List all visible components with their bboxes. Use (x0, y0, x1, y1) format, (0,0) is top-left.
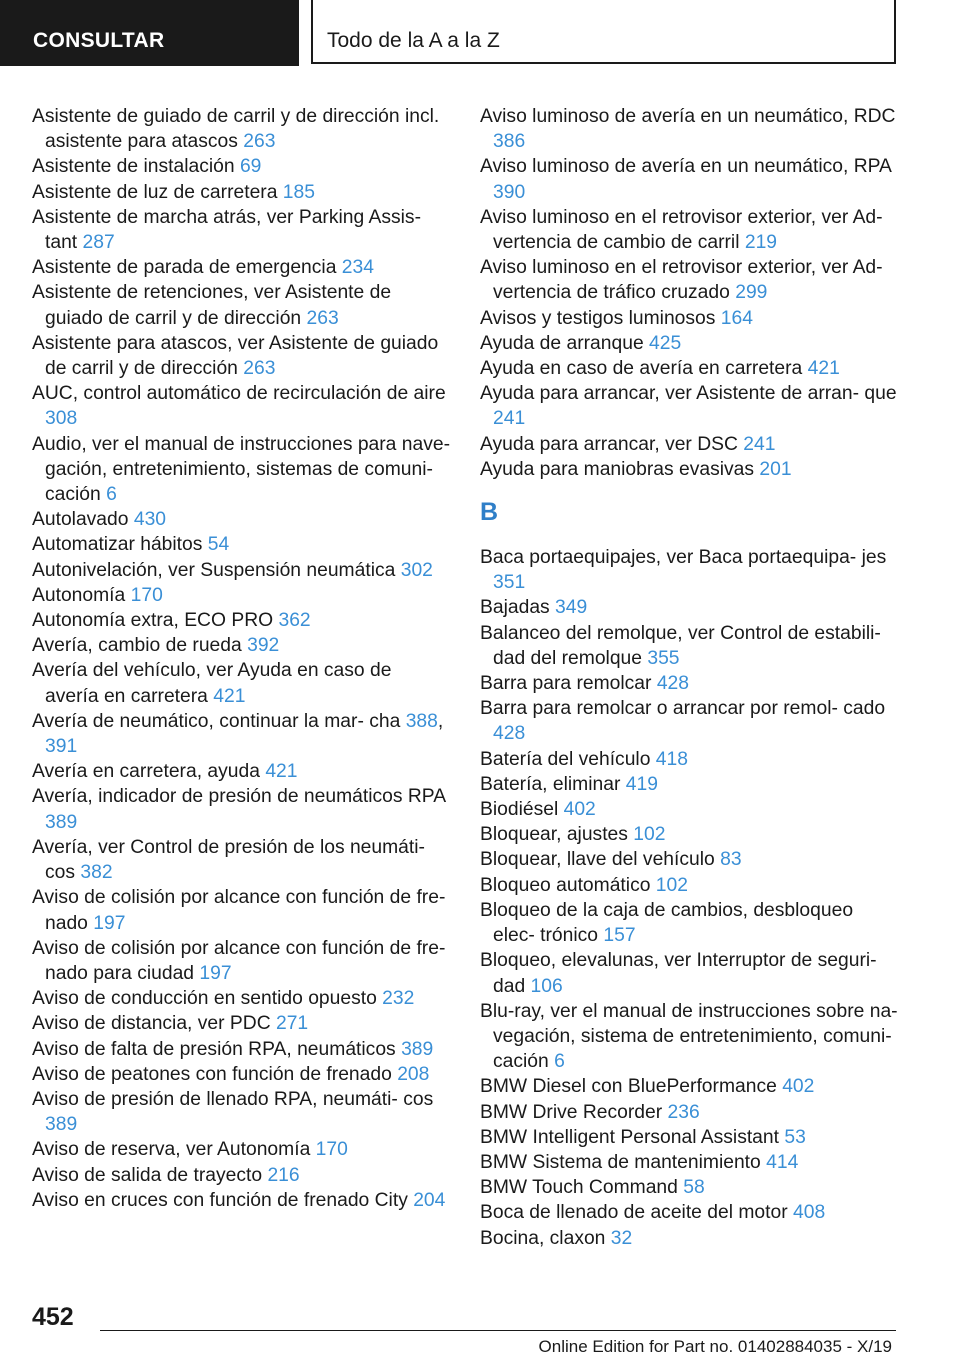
page-reference-link[interactable]: 208 (397, 1063, 430, 1085)
index-entry (480, 432, 900, 457)
page-reference-link[interactable]: 402 (782, 1076, 815, 1098)
chapter-title: Todo de la A a la Z (311, 0, 896, 64)
index-entry (32, 658, 450, 708)
index-entry (32, 936, 450, 986)
index-entry-text: Avería de neumático, continuar la mar- cha (32, 710, 401, 732)
index-entry-text: Avería en carretera, ayuda (32, 761, 260, 783)
index-entry-text: Boca de llenado de aceite del motor (480, 1202, 788, 1224)
index-entry-text: Aviso de distancia, ver PDC (32, 1013, 271, 1035)
page-reference-link[interactable]: 83 (720, 849, 742, 871)
index-entry-text: Aviso de presión de llenado RPA, neumáti- cos (32, 1088, 434, 1110)
index-entry-text: BMW Intelligent Personal Assistant (480, 1126, 779, 1148)
index-entry-text: Aviso de falta de presión RPA, neumáticos (32, 1038, 396, 1060)
index-entry (32, 331, 450, 381)
page-reference-link[interactable]: 362 (278, 610, 311, 632)
page-reference-link[interactable]: 263 (243, 131, 276, 153)
page-reference-link[interactable]: 232 (382, 988, 415, 1010)
index-entry (480, 154, 900, 204)
page-reference-link[interactable]: 6 (106, 484, 117, 506)
page-reference-link[interactable]: 53 (784, 1126, 806, 1148)
page-reference-link[interactable]: 54 (207, 534, 230, 556)
page-reference-link[interactable]: 197 (93, 912, 126, 934)
index-entry-text: Aviso de colisión por alcance con función de fre- nado para ciudad (32, 937, 446, 984)
index-entry (480, 797, 900, 822)
footer-edition-text: Online Edition for Part no. 01402884035 - X/19 (538, 1337, 892, 1356)
page-reference-link[interactable]: 263 (243, 358, 276, 380)
page-reference-link[interactable]: 157 (603, 925, 636, 947)
index-entry (480, 1226, 900, 1251)
index-entry: Avería de neumático, continuar la mar- cha 388, 391 (32, 710, 444, 758)
index-entry-text: Autonomía extra, ECO PRO (32, 610, 274, 632)
index-entry (480, 104, 900, 154)
index-column-right (480, 104, 900, 1251)
page-header (0, 0, 960, 66)
index-entry (480, 1175, 900, 1200)
footer-divider (100, 1330, 896, 1331)
page-reference-link[interactable]: 425 (649, 332, 682, 354)
index-group-b (480, 545, 900, 1251)
index-entry (32, 1188, 450, 1213)
index-entry-text: Batería, eliminar (480, 773, 621, 795)
index-entry-text: Bajadas (480, 597, 550, 619)
index-entry (32, 1062, 450, 1087)
index-entry-text: Aviso de salida de trayecto (32, 1164, 263, 1186)
page-reference-link[interactable]: 414 (766, 1151, 799, 1173)
page-reference-link[interactable]: 185 (282, 181, 315, 203)
index-entry-text: Avería, cambio de rueda (32, 635, 242, 657)
section-letter-heading: B (480, 498, 499, 527)
index-entry (32, 558, 450, 583)
page-reference-link[interactable]: 355 (647, 647, 680, 669)
index-entry (32, 1037, 450, 1062)
page-reference-link[interactable]: 392 (247, 635, 280, 657)
index-entry-text: Bloqueo, elevalunas, ver Interruptor de seguri- dad (480, 950, 877, 997)
page-reference-link[interactable]: 391 (45, 736, 78, 758)
page-reference-link[interactable]: 388 (405, 710, 438, 732)
index-entry-text: Autonomía (32, 584, 126, 606)
page-reference-link[interactable]: 170 (130, 584, 163, 606)
page-reference-link[interactable]: 390 (493, 181, 526, 203)
index-entry (480, 847, 900, 872)
index-entry-text: Bocina, claxon (480, 1227, 606, 1249)
index-entry-text: Avisos y testigos luminosos (480, 307, 716, 329)
index-entry-text: Automatizar hábitos (32, 534, 203, 556)
page-reference-link[interactable]: 351 (493, 572, 526, 594)
index-entry-text: Aviso luminoso en el retrovisor exterior, ver Ad- vertencia de cambio de carril (480, 206, 883, 254)
index-entry-text: Autonivelación, ver Suspensión neumática (32, 559, 396, 581)
index-entry-text: Avería del vehículo, ver Ayuda en caso de avería en carretera (32, 660, 392, 707)
page-reference-link[interactable]: 386 (493, 131, 526, 153)
page-reference-link[interactable]: 6 (554, 1051, 565, 1073)
page-reference-link[interactable]: 382 (80, 862, 113, 884)
page-reference-link[interactable]: 421 (213, 685, 246, 707)
page-reference-link[interactable]: 241 (743, 433, 776, 455)
index-entry (32, 532, 450, 557)
index-entry-text: AUC, control automático de recirculación de aire (32, 383, 446, 405)
index-entry-text: BMW Diesel con BluePerformance (480, 1076, 777, 1098)
index-entry (32, 608, 450, 633)
index-entry (480, 822, 900, 847)
page-reference-link[interactable]: 421 (807, 358, 840, 380)
page-reference-link[interactable]: 236 (667, 1101, 700, 1123)
index-entry (480, 1200, 900, 1225)
index-entry (480, 1074, 900, 1099)
index-entry-text: Audio, ver el manual de instrucciones para nave- gación, entretenimiento, sistemas de comuni- cación (32, 433, 450, 506)
index-entry-text: Aviso luminoso en el retrovisor exterior, ver Ad- vertencia de tráfico cruzado (480, 257, 883, 304)
index-entry-text: BMW Touch Command (480, 1177, 678, 1199)
index-entry-text: Aviso de reserva, ver Autonomía (32, 1139, 311, 1161)
page-reference-link[interactable]: 418 (655, 748, 688, 770)
index-entry-text: Aviso de conducción en sentido opuesto (32, 988, 377, 1010)
index-group-a (480, 104, 900, 482)
index-entry (480, 999, 900, 1075)
index-entry-text: Autolavado (32, 509, 129, 531)
page-reference-link[interactable]: 421 (265, 761, 298, 783)
index-entry (32, 180, 450, 205)
index-entry (480, 621, 900, 671)
index-entry-text: Ayuda de arranque (480, 332, 644, 354)
page-reference-link[interactable]: 349 (555, 597, 588, 619)
page-reference-link[interactable]: 271 (275, 1013, 309, 1035)
index-entry (480, 381, 900, 431)
page-reference-link[interactable]: 241 (493, 408, 526, 430)
index-entry-text: Asistente de luz de carretera (32, 181, 278, 203)
index-entry (480, 1125, 900, 1150)
page-number: 452 (32, 1303, 74, 1331)
index-entry-text: Bloqueo de la caja de cambios, desbloqueo elec- trónico (480, 899, 854, 947)
index-entry (480, 356, 900, 381)
index-entry (480, 255, 900, 305)
index-entry (480, 457, 900, 482)
page-reference-link[interactable]: 302 (400, 559, 433, 581)
page-reference-link[interactable]: 106 (530, 975, 563, 997)
index-entry-text: Ayuda en caso de avería en carretera (480, 358, 803, 380)
index-entry (32, 784, 450, 834)
index-entry (32, 280, 450, 330)
index-entry-text: Ayuda para maniobras evasivas (480, 458, 755, 480)
page-reference-link[interactable]: 234 (341, 257, 374, 279)
page-reference-link[interactable]: 164 (720, 307, 753, 329)
page-reference-link[interactable]: 389 (401, 1038, 434, 1060)
index-entry (32, 986, 450, 1011)
index-entry-text: Ayuda para arrancar, ver Asistente de arran- que (480, 383, 897, 405)
index-entry (32, 1087, 450, 1137)
section-tab: CONSULTAR (0, 0, 299, 66)
index-entry (480, 873, 900, 898)
index-entry (480, 1100, 900, 1125)
index-entry-text: BMW Sistema de mantenimiento (480, 1151, 761, 1173)
index-entry-text: Asistente de retenciones, ver Asistente de guiado de carril y de dirección (32, 282, 392, 329)
index-entry-text: Avería, indicador de presión de neumáticos RPA (32, 786, 446, 808)
index-entry-text: Aviso en cruces con función de frenado City (32, 1189, 408, 1211)
index-entry (480, 306, 900, 331)
page-reference-link[interactable]: 69 (239, 156, 262, 178)
page-reference-link[interactable]: 219 (744, 232, 778, 254)
index-entry (32, 835, 450, 885)
index-entry-text: Bloquear, ajustes (480, 824, 628, 846)
index-entry (32, 1137, 450, 1162)
page-reference-link[interactable]: 201 (759, 458, 792, 480)
page-reference-link[interactable]: 102 (633, 824, 666, 846)
index-entry-text: Bloqueo automático (480, 874, 651, 896)
index-entry (480, 1150, 900, 1175)
index-entry (480, 545, 900, 595)
page-reference-link[interactable]: 263 (306, 307, 339, 329)
index-entry-text: Asistente de instalación (32, 156, 235, 178)
index-entry-text: Batería del vehículo (480, 748, 651, 770)
page-reference-link[interactable]: 197 (199, 962, 232, 984)
index-entry-text: Aviso de peatones con función de frenado (32, 1063, 392, 1085)
index-entry-text: Ayuda para arrancar, ver DSC (480, 433, 738, 455)
index-entry-text: Aviso luminoso de avería en un neumático, RPA (480, 156, 891, 178)
page-reference-link[interactable]: 216 (267, 1164, 300, 1186)
index-entry (480, 898, 900, 948)
index-entry (32, 154, 450, 179)
page-reference-link[interactable]: 402 (563, 799, 596, 821)
page-reference-link[interactable]: 389 (45, 1114, 78, 1136)
index-entry (480, 671, 900, 696)
index-entry (32, 633, 450, 658)
index-entry (480, 331, 900, 356)
index-entry-text: Biodiésel (480, 799, 559, 821)
index-entry (32, 583, 450, 608)
index-entry (32, 104, 450, 154)
page-reference-link[interactable]: 408 (793, 1202, 826, 1224)
index-entry-text: Aviso luminoso de avería en un neumático, RDC (480, 106, 896, 127)
page-reference-link[interactable]: 58 (683, 1177, 705, 1199)
index-entry (480, 205, 900, 255)
index-entry-text: Asistente de guiado de carril y de dirección incl. asistente para atascos (32, 106, 440, 153)
index-entry-text: Blu-ray, ver el manual de instrucciones sobre na- vegación, sistema de entretenimiento, comuni- cación (480, 1000, 898, 1073)
index-entry (32, 381, 450, 431)
page-reference-link[interactable]: 170 (315, 1139, 348, 1161)
page-reference-link[interactable]: 419 (625, 773, 658, 795)
index-entry-text: Baca portaequipajes, ver Baca portaequipa- jes (480, 547, 887, 569)
index-entry (32, 432, 450, 508)
index-entry (32, 205, 450, 255)
index-entry (32, 1163, 450, 1188)
page-reference-link[interactable]: 430 (133, 509, 167, 531)
index-entry-text: Avería, ver Control de presión de los neumáti- cos (32, 836, 425, 884)
index-entry-text: Asistente para atascos, ver Asistente de guiado de carril y de dirección (32, 332, 439, 380)
page-reference-link[interactable]: 287 (82, 232, 115, 254)
index-entry (32, 1011, 450, 1036)
page-reference-link[interactable]: 299 (735, 282, 768, 304)
index-entry-text: Asistente de marcha atrás, ver Parking Assis- tant (32, 206, 421, 254)
index-entry (32, 507, 450, 532)
page-reference-link[interactable]: 308 (45, 408, 78, 430)
page-reference-link[interactable]: 428 (656, 673, 689, 695)
index-entry (480, 772, 900, 797)
index-entry (480, 595, 900, 620)
index-entry (480, 696, 900, 746)
index-entry (480, 948, 900, 998)
page-reference-link[interactable]: 428 (493, 723, 526, 745)
index-column-left (32, 104, 450, 1213)
page-reference-link[interactable]: 102 (655, 874, 688, 896)
page-reference-link[interactable]: 389 (45, 811, 78, 833)
index-entry (32, 885, 450, 935)
page-reference-link[interactable]: 204 (413, 1189, 446, 1211)
index-entry (32, 255, 450, 280)
index-entry-text: Bloquear, llave del vehículo (480, 849, 715, 871)
index-entry-text: Asistente de parada de emergencia (32, 257, 337, 279)
index-entry (480, 747, 900, 772)
index-entry-text: Barra para remolcar (480, 673, 652, 695)
page-reference-link[interactable]: 32 (610, 1227, 633, 1249)
index-entry-text: Aviso de colisión por alcance con función de fre- nado (32, 887, 446, 934)
index-entry-text: Balanceo del remolque, ver Control de estabili- dad del remolque (480, 622, 881, 669)
index-entry-text: BMW Drive Recorder (480, 1101, 663, 1123)
index-entry-text: Barra para remolcar o arrancar por remol- cado (480, 698, 886, 720)
index-entry (32, 759, 450, 784)
